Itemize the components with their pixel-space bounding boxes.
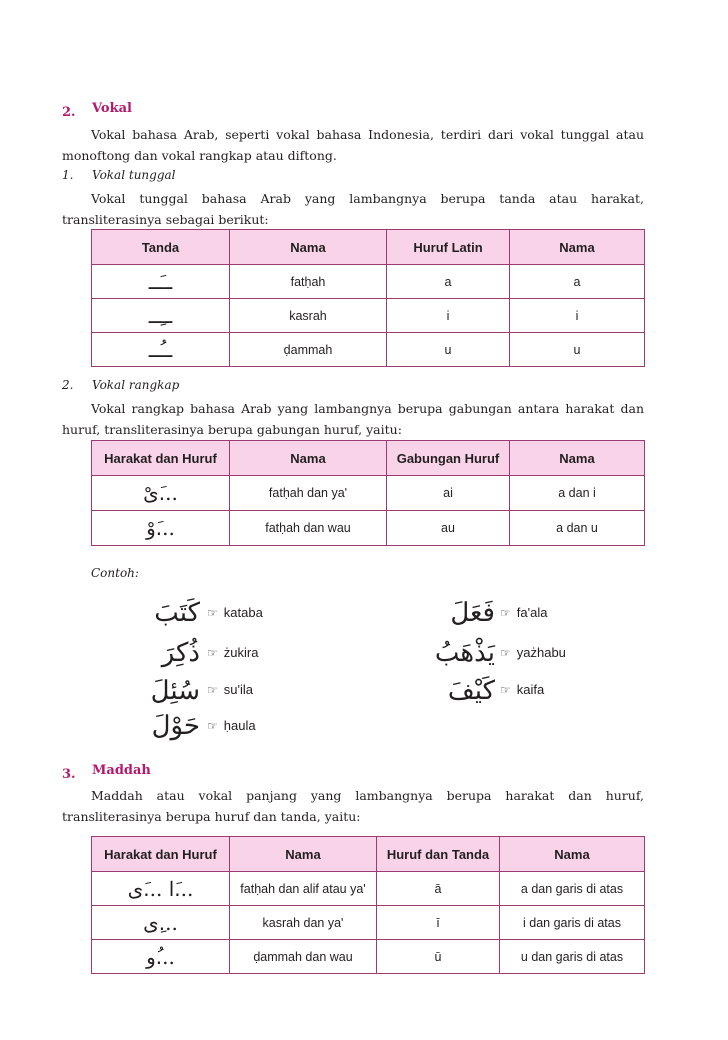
tanda-cell: ــَــ (92, 265, 230, 299)
example-arabic: سُئِلَ (150, 676, 200, 706)
header-cell: Nama (230, 441, 387, 476)
subsection-number: 2. (62, 378, 74, 392)
header-cell: Nama (500, 837, 645, 872)
nama2-cell: a (510, 265, 645, 299)
section-title: Vokal (92, 101, 132, 116)
example-arabic: ذُكِرَ (161, 638, 200, 668)
pointer-icon: ☞ (207, 606, 218, 620)
table-row (92, 333, 645, 367)
latin-cell: a (387, 265, 510, 299)
example-latin: żukira (223, 645, 259, 660)
gabungan-cell: ai (387, 476, 510, 511)
nama-cell: ḍammah (230, 333, 387, 367)
subsection-1-text: Vokal tunggal bahasa Arab yang lambangnya berupa tanda atau harakat, transliterasinya sebagai berikut: (62, 191, 644, 227)
example-latin: yażhabu (516, 645, 566, 660)
example-arabic: فَعَلَ (450, 598, 495, 628)
tanda-cell: ــُــ (92, 333, 230, 367)
intro-paragraph: Vokal bahasa Arab, seperti vokal bahasa Indonesia, terdiri dari vokal tunggal atau monoftong dan vokal rangkap atau diftong. (62, 127, 644, 163)
subsection-title: Vokal rangkap (92, 378, 180, 392)
nama-cell: fatḥah dan alif atau ya' (230, 872, 377, 906)
section-3-heading (62, 763, 151, 782)
nama-cell: fatḥah (230, 265, 387, 299)
nama2-cell: a dan garis di atas (500, 872, 645, 906)
example-item (207, 645, 258, 660)
pointer-icon: ☞ (207, 683, 218, 697)
arab-cell: ...ُو (92, 940, 230, 974)
section-number: 3. (62, 767, 76, 782)
header-cell: Gabungan Huruf (387, 441, 510, 476)
table-row (92, 906, 645, 940)
example-item (207, 682, 253, 697)
example-item (500, 682, 544, 697)
huruf-cell: ā (377, 872, 500, 906)
example-item (500, 605, 547, 620)
example-latin: fa'ala (516, 605, 548, 620)
example-arabic: كَتَبَ (154, 598, 200, 628)
pointer-icon: ☞ (500, 606, 511, 620)
example-item (207, 718, 256, 733)
arab-cell: ...ِى (92, 906, 230, 940)
latin-cell: u (387, 333, 510, 367)
header-cell: Harakat dan Huruf (92, 837, 230, 872)
nama2-cell: a dan i (510, 476, 645, 511)
nama2-cell: a dan u (510, 511, 645, 546)
nama-cell: kasrah (230, 299, 387, 333)
arab-cell: ...َوْ (92, 511, 230, 546)
section-3-text: Maddah atau vokal panjang yang lambangnya berupa harakat dan huruf, transliterasinya berupa huruf dan tanda, yaitu: (62, 788, 644, 824)
arab-cell: ...َىْ (92, 476, 230, 511)
table-row (92, 872, 645, 906)
tanda-cell: ــِــ (92, 299, 230, 333)
section-2-heading (62, 101, 132, 120)
nama2-cell: u (510, 333, 645, 367)
table-row (92, 511, 645, 546)
nama2-cell: i dan garis di atas (500, 906, 645, 940)
vokal-rangkap-table (91, 440, 645, 546)
section-number: 2. (62, 105, 76, 120)
contoh-label: Contoh: (91, 566, 139, 580)
table-header-row (92, 230, 645, 265)
example-arabic: كَيْفَ (447, 676, 495, 706)
huruf-cell: ī (377, 906, 500, 940)
header-cell: Huruf dan Tanda (377, 837, 500, 872)
maddah-table (91, 836, 645, 974)
example-latin: kaifa (516, 682, 545, 697)
table-row (92, 476, 645, 511)
header-cell: Huruf Latin (387, 230, 510, 265)
subsection-title: Vokal tunggal (92, 168, 176, 182)
subsection-1-heading (62, 168, 262, 182)
table-header-row (92, 441, 645, 476)
example-item (207, 605, 263, 620)
arab-cell: ...َا ...َى (92, 872, 230, 906)
pointer-icon: ☞ (207, 719, 218, 733)
example-item (500, 645, 566, 660)
subsection-number: 1. (62, 168, 74, 182)
table-header-row (92, 837, 645, 872)
table-row (92, 299, 645, 333)
pointer-icon: ☞ (500, 683, 511, 697)
header-cell: Nama (510, 441, 645, 476)
nama-cell: ḍammah dan wau (230, 940, 377, 974)
nama-cell: kasrah dan ya' (230, 906, 377, 940)
gabungan-cell: au (387, 511, 510, 546)
pointer-icon: ☞ (500, 646, 511, 660)
table-row (92, 940, 645, 974)
vokal-tunggal-table (91, 229, 645, 367)
header-cell: Harakat dan Huruf (92, 441, 230, 476)
nama-cell: fatḥah dan wau (230, 511, 387, 546)
subsection-2-text: Vokal rangkap bahasa Arab yang lambangnya berupa gabungan antara harakat dan huruf, transliterasinya berupa gabungan huruf, yaitu: (62, 401, 644, 437)
example-arabic: حَوْلَ (151, 711, 200, 741)
header-cell: Nama (230, 837, 377, 872)
example-latin: ḥaula (223, 718, 256, 733)
header-cell: Nama (230, 230, 387, 265)
example-latin: kataba (223, 605, 263, 620)
huruf-cell: ū (377, 940, 500, 974)
subsection-2-heading (62, 378, 262, 392)
header-cell: Tanda (92, 230, 230, 265)
example-latin: su'ila (223, 682, 253, 697)
pointer-icon: ☞ (207, 646, 218, 660)
table-row (92, 265, 645, 299)
latin-cell: i (387, 299, 510, 333)
nama2-cell: i (510, 299, 645, 333)
section-title: Maddah (92, 763, 151, 778)
header-cell: Nama (510, 230, 645, 265)
nama2-cell: u dan garis di atas (500, 940, 645, 974)
example-arabic: يَذْهَبُ (434, 638, 495, 668)
nama-cell: fatḥah dan ya' (230, 476, 387, 511)
